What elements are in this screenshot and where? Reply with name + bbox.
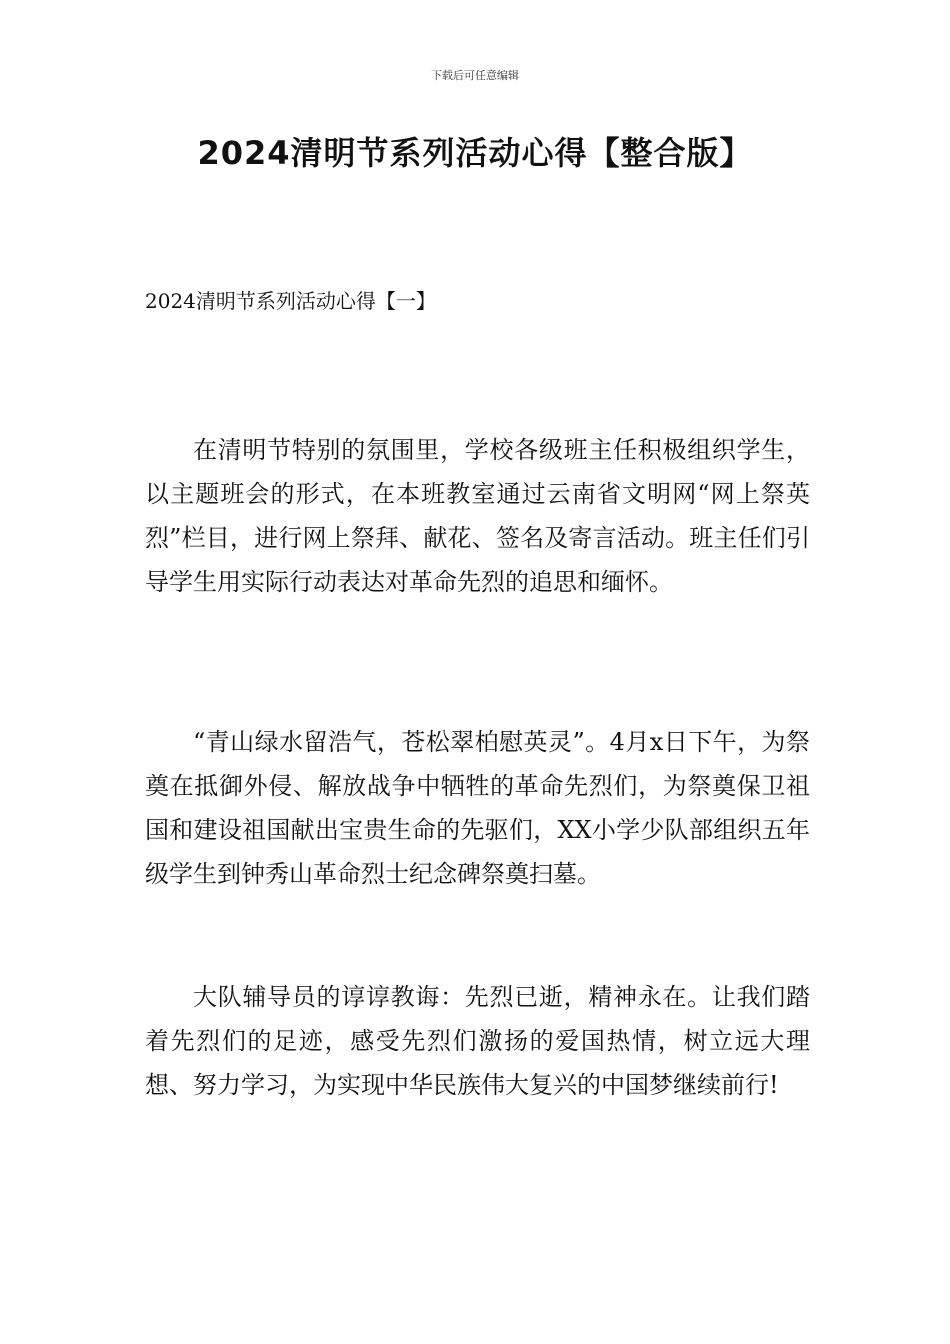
- section-heading: 2024清明节系列活动心得【一】: [145, 289, 436, 313]
- header-note: 下载后可任意编辑: [431, 69, 519, 82]
- body-paragraph-1: 在清明节特别的氛围里，学校各级班主任积极组织学生，以主题班会的形式，在本班教室通过云南省文明网“网上祭英烈”栏目，进行网上祭拜、献花、签名及寄言活动。班主任们引导学生用实际行动表达对革命先烈的追思和缅怀。: [145, 436, 810, 596]
- document-title: 2024清明节系列活动心得【整合版】: [197, 134, 753, 172]
- body-paragraph-3: 大队辅导员的谆谆教诲：先烈已逝，精神永在。让我们踏着先烈们的足迹，感受先烈们激扬的爱国热情，树立远大理想、努力学习，为实现中华民族伟大复兴的中国梦继续前行!: [145, 983, 810, 1099]
- body-paragraph-2: “青山绿水留浩气，苍松翠柏慰英灵”。4月x日下午，为祭奠在抵御外侵、解放战争中牺牲的革命先烈们，为祭奠保卫祖国和建设祖国献出宝贵生命的先驱们，XX小学少队部组织五年级学生到钟秀山革命烈士纪念碑祭奠扫墓。: [145, 728, 810, 888]
